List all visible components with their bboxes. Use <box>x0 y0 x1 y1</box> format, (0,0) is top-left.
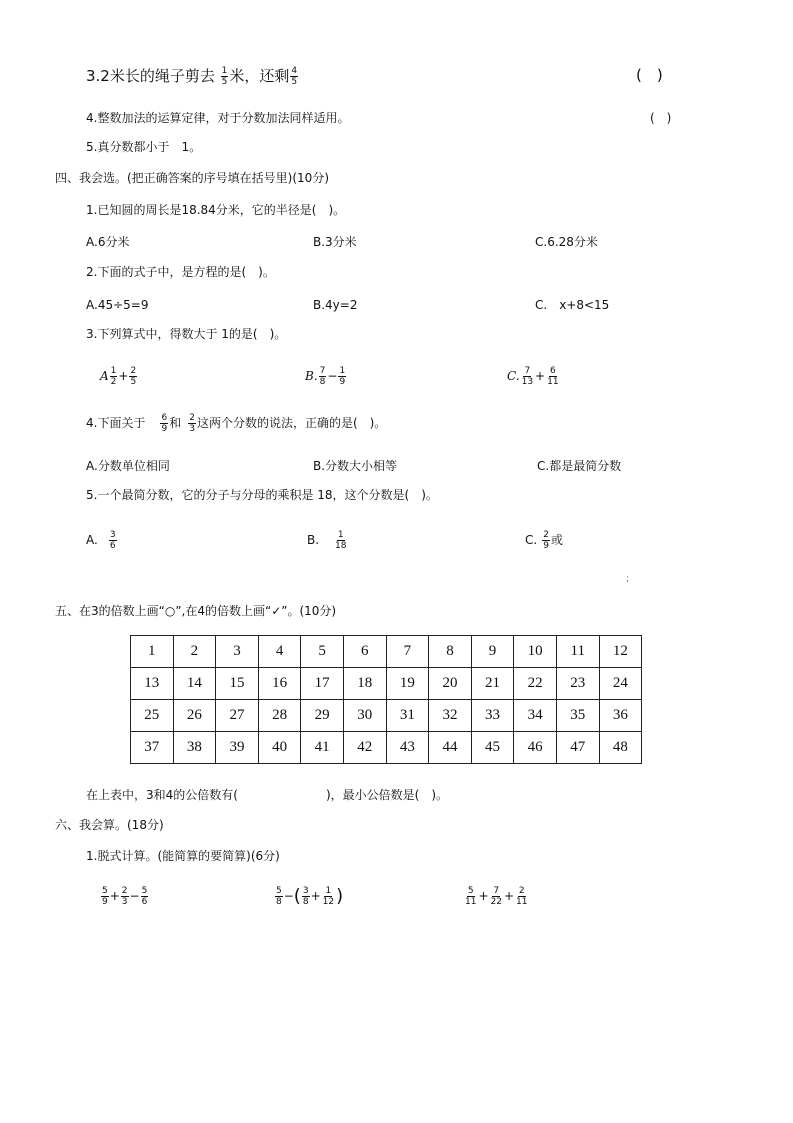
s4-q1-option-a: A.6分米 <box>86 235 130 249</box>
grid-cell[interactable]: 44 <box>429 732 472 764</box>
judge-q5: 5.真分数都小于 1。 <box>86 140 202 154</box>
grid-cell[interactable]: 37 <box>131 732 174 764</box>
judge-q4: 4.整数加法的运算定律，对于分数加法同样适用。 <box>86 111 350 125</box>
grid-row <box>131 668 642 700</box>
grid-cell[interactable]: 15 <box>216 668 259 700</box>
number-grid <box>130 635 642 764</box>
grid-cell[interactable]: 25 <box>131 700 174 732</box>
grid-cell[interactable]: 24 <box>599 668 642 700</box>
s4-q2-option-a: A.45÷5=9 <box>86 298 149 312</box>
grid-cell[interactable]: 35 <box>556 700 599 732</box>
stray-mark: ; <box>626 574 630 584</box>
grid-cell[interactable]: 20 <box>429 668 472 700</box>
grid-cell[interactable]: 9 <box>471 636 514 668</box>
grid-cell[interactable]: 38 <box>173 732 216 764</box>
s4-q4-stem: 4.下面关于 $\frac{6}{9}$ 和 $\frac{2}{3}$ 这两个分数的说法，正确的是( )。 <box>86 413 387 434</box>
grid-cell[interactable]: 17 <box>301 668 344 700</box>
calc-expression-3: $\frac{5}{11}$ + $\frac{7}{22}$ + $\frac{2}{11}$ <box>465 886 528 907</box>
grid-cell[interactable]: 27 <box>216 700 259 732</box>
s4-q3-option-a: A $\frac{1}{2}$ + $\frac{2}{5}$ <box>100 366 137 387</box>
grid-row <box>131 732 642 764</box>
grid-cell[interactable]: 3 <box>216 636 259 668</box>
s4-q3-stem: 3.下列算式中，得数大于 1的是( )。 <box>86 327 287 341</box>
grid-cell[interactable]: 7 <box>386 636 429 668</box>
grid-cell[interactable]: 34 <box>514 700 557 732</box>
s4-q2-stem: 2.下面的式子中，是方程的是( )。 <box>86 265 275 279</box>
grid-cell[interactable]: 46 <box>514 732 557 764</box>
grid-cell[interactable]: 10 <box>514 636 557 668</box>
s5-question: 在上表中，3和4的公倍数有( )，最小公倍数是( )。 <box>86 788 448 802</box>
s4-q4-option-b: B.分数大小相等 <box>313 459 398 473</box>
grid-cell[interactable]: 2 <box>173 636 216 668</box>
grid-cell[interactable]: 30 <box>343 700 386 732</box>
grid-row <box>131 636 642 668</box>
grid-cell[interactable]: 29 <box>301 700 344 732</box>
calc-expression-2: $\frac{5}{8}$ −( $\frac{3}{8}$ + $\frac{1}{12}$ ) <box>276 885 344 907</box>
s4-q1-option-c: C.6.28分米 <box>535 235 598 249</box>
grid-cell[interactable]: 40 <box>258 732 301 764</box>
s4-q2-option-c: C. x+8<15 <box>535 298 610 312</box>
section6-title: 六、我会算。(18分) <box>55 818 164 832</box>
grid-row <box>131 700 642 732</box>
grid-cell[interactable]: 36 <box>599 700 642 732</box>
grid-cell[interactable]: 26 <box>173 700 216 732</box>
grid-cell[interactable]: 8 <box>429 636 472 668</box>
grid-cell[interactable]: 33 <box>471 700 514 732</box>
s4-q1-stem: 1.已知圆的周长是18.84分米，它的半径是( )。 <box>86 203 346 217</box>
grid-cell[interactable]: 6 <box>343 636 386 668</box>
grid-cell[interactable]: 41 <box>301 732 344 764</box>
calc-expression-1: $\frac{5}{9}$ + $\frac{2}{3}$ − $\frac{5}{6}$ <box>102 886 148 907</box>
s4-q1-option-b: B.3分米 <box>313 235 357 249</box>
section5-title: 五、在3的倍数上画“○”,在4的倍数上画“✓”。(10分) <box>55 604 337 618</box>
grid-cell[interactable]: 11 <box>556 636 599 668</box>
grid-cell[interactable]: 45 <box>471 732 514 764</box>
grid-cell[interactable]: 5 <box>301 636 344 668</box>
s4-q5-stem: 5.一个最简分数，它的分子与分母的乘积是 18，这个分数是( )。 <box>86 488 438 502</box>
judge-q3-answer-paren[interactable]: ( ) <box>636 66 663 84</box>
grid-cell[interactable]: 13 <box>131 668 174 700</box>
grid-cell[interactable]: 47 <box>556 732 599 764</box>
grid-cell[interactable]: 22 <box>514 668 557 700</box>
grid-cell[interactable]: 4 <box>258 636 301 668</box>
grid-cell[interactable]: 43 <box>386 732 429 764</box>
s4-q5-option-a: A. $\frac{3}{6}$ <box>86 530 116 551</box>
s6-sub1: 1.脱式计算。(能简算的要简算)(6分) <box>86 849 280 863</box>
s4-q5-option-b: B. $\frac{1}{18}$ <box>307 530 347 551</box>
fraction: $\frac{4}{5}$ <box>291 66 298 87</box>
grid-cell[interactable]: 18 <box>343 668 386 700</box>
grid-cell[interactable]: 42 <box>343 732 386 764</box>
grid-cell[interactable]: 1 <box>131 636 174 668</box>
s4-q3-option-c: C. $\frac{7}{13}$ + $\frac{6}{11}$ <box>507 366 559 387</box>
grid-cell[interactable]: 31 <box>386 700 429 732</box>
grid-cell[interactable]: 23 <box>556 668 599 700</box>
s4-q2-option-b: B.4y=2 <box>313 298 358 312</box>
grid-cell[interactable]: 14 <box>173 668 216 700</box>
s4-q5-option-c: C. $\frac{2}{9}$ 或 <box>525 530 563 551</box>
grid-cell[interactable]: 28 <box>258 700 301 732</box>
grid-cell[interactable]: 48 <box>599 732 642 764</box>
grid-cell[interactable]: 19 <box>386 668 429 700</box>
section4-title: 四、我会选。(把正确答案的序号填在括号里)(10分) <box>55 171 329 185</box>
grid-cell[interactable]: 16 <box>258 668 301 700</box>
judge-q4-answer-paren[interactable]: ( ) <box>650 111 672 125</box>
grid-cell[interactable]: 32 <box>429 700 472 732</box>
s4-q3-option-b: B. $\frac{7}{8}$ − $\frac{1}{9}$ <box>305 366 346 387</box>
fraction: $\frac{1}{5}$ <box>221 66 228 87</box>
grid-cell[interactable]: 12 <box>599 636 642 668</box>
s4-q4-option-c: C.都是最简分数 <box>537 459 622 473</box>
s4-q4-option-a: A.分数单位相同 <box>86 459 170 473</box>
grid-cell[interactable]: 21 <box>471 668 514 700</box>
grid-cell[interactable]: 39 <box>216 732 259 764</box>
judge-q3: 3.2米长的绳子剪去 $\frac{1}{5}$ 米，还剩 $\frac{4}{5}$ <box>86 66 298 87</box>
